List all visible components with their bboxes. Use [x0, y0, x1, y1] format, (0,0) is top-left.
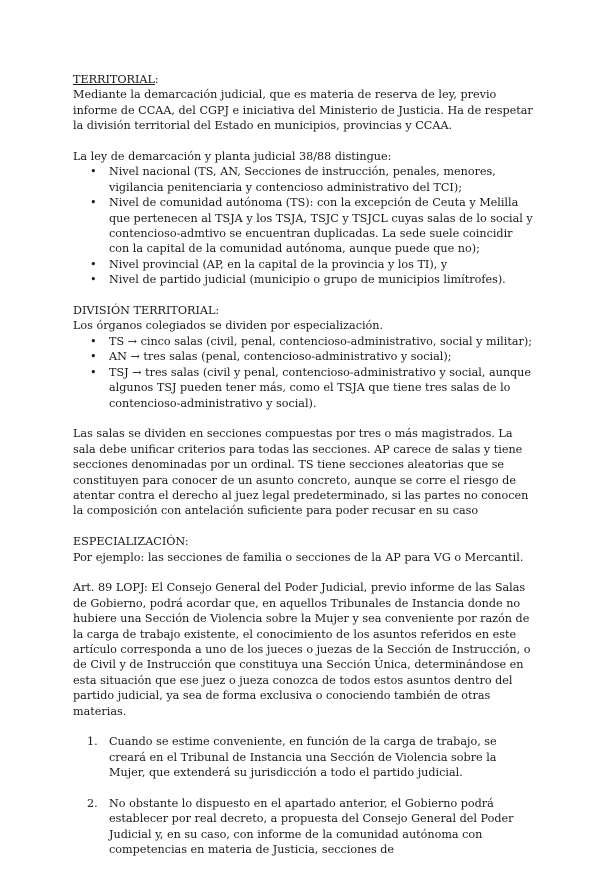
list-item: • TS → cinco salas (civil, penal, contencioso-administrativo, social y militar); — [73, 334, 533, 349]
item-number: 2. — [87, 796, 98, 810]
territorial-heading-colon: : — [154, 73, 159, 86]
spacer — [73, 565, 533, 580]
list-item: • AN → tres salas (penal, contencioso-administrativo y social); — [73, 349, 533, 364]
art89-numbered-list — [73, 734, 533, 857]
item-number: 1. — [87, 735, 98, 749]
spacer — [73, 288, 533, 303]
especializacion-example: Por ejemplo: las secciones de familia o secciones de la AP para VG o Mercantil. — [73, 550, 524, 564]
planta-intro: La ley de demarcación y planta judicial 38/88 distingue: — [73, 150, 392, 164]
division-heading: DIVISIÓN TERRITORIAL: — [73, 304, 220, 318]
list-item: • Nivel provincial (AP, en la capital de la provincia y los TI), y — [73, 257, 533, 272]
list-item: • Nivel de partido judicial (municipio o grupo de municipios limítrofes). — [73, 272, 533, 287]
planta-list — [73, 164, 533, 287]
territorial-paragraph: Mediante la demarcación judicial, que es materia de reserva de ley, previo informe de CCAA, del CGPJ e iniciativa del Ministerio de Justicia. Ha de respetar la división territorial del Estado en municipios, provincias y CCAA. — [73, 88, 533, 133]
list-item: • Nivel nacional (TS, AN, Secciones de instrucción, penales, menores, vigilancia penitenciaria y contencioso administrativo del TCI); — [73, 164, 533, 195]
list-item: • TSJ → tres salas (civil y penal, contencioso-administrativo y social, aunque algunos TSJ pueden tener más, como el TSJA que tiene tres salas de lo contencioso-administrativo y social). — [73, 365, 533, 411]
item-text: Cuando se estime conveniente, en función de la carga de trabajo, se creará en el Tribunal de Instancia una Sección de Violencia sobre la Mujer, que extenderá su jurisdicción a todo el partido judicial. — [109, 735, 497, 780]
spacer — [73, 519, 533, 534]
spacer — [73, 719, 533, 734]
list-item: • Nivel de comunidad autónoma (TS): con la excepción de Ceuta y Melilla que pertenecen al TSJA y los TSJA, TSJC y TSJCL cuyas salas de lo social y contencioso-admtivo se encuentran duplicadas. La sede suele coincidir con la capital de la comunidad autónoma, aunque puede que no); — [73, 195, 533, 257]
item-text: No obstante lo dispuesto en el apartado anterior, el Gobierno podrá establecer por real decreto, a propuesta del Consejo General del Poder Judicial y, en su caso, con informe de la comunidad autónoma con competencias en materia de Justicia, secciones de — [109, 796, 514, 857]
spacer — [73, 411, 533, 426]
territorial-heading: TERRITORIAL — [73, 73, 155, 86]
art89-paragraph: Art. 89 LOPJ: El Consejo General del Poder Judicial, previo informe de las Salas de Gobierno, podrá acordar que, en aquellos Tribunales de Instancia donde no hubiere una Sección de Violencia sobre la Mujer y sea conveniente por razón de la carga de trabajo existente, el conocimiento de los asuntos referidos en este artículo corresponda a uno de los jueces o juezas de la Sección de Instrucción, o de Civil y de Instrucción que constituya una Sección Única, determinándose en esta situación que ese juez o jueza conozca de todos estos asuntos dentro del partido judicial, ya sea de forma exclusiva o conociendo también de otras materias. — [73, 581, 531, 718]
document-body — [73, 72, 533, 873]
spacer — [73, 134, 533, 149]
numbered-item — [73, 796, 533, 858]
territorial-heading-line — [73, 72, 533, 87]
secciones-paragraph: Las salas se dividen en secciones compuestas por tres o más magistrados. La sala debe unificar criterios para todas las secciones. AP carece de salas y tiene secciones denominadas por un ordinal. TS tiene secciones aleatorias que se constituyen para conocer de un asunto concreto, aunque se corre el riesgo de atentar contra el derecho al juez legal predeterminado, si las partes no conocen la composición con antelación suficiente para poder recusar en su caso — [73, 427, 529, 518]
numbered-item — [73, 734, 533, 780]
division-intro: Los órganos colegiados se dividen por especialización. — [73, 319, 384, 333]
especializacion-heading: ESPECIALIZACIÓN: — [73, 535, 189, 549]
division-list — [73, 334, 533, 411]
